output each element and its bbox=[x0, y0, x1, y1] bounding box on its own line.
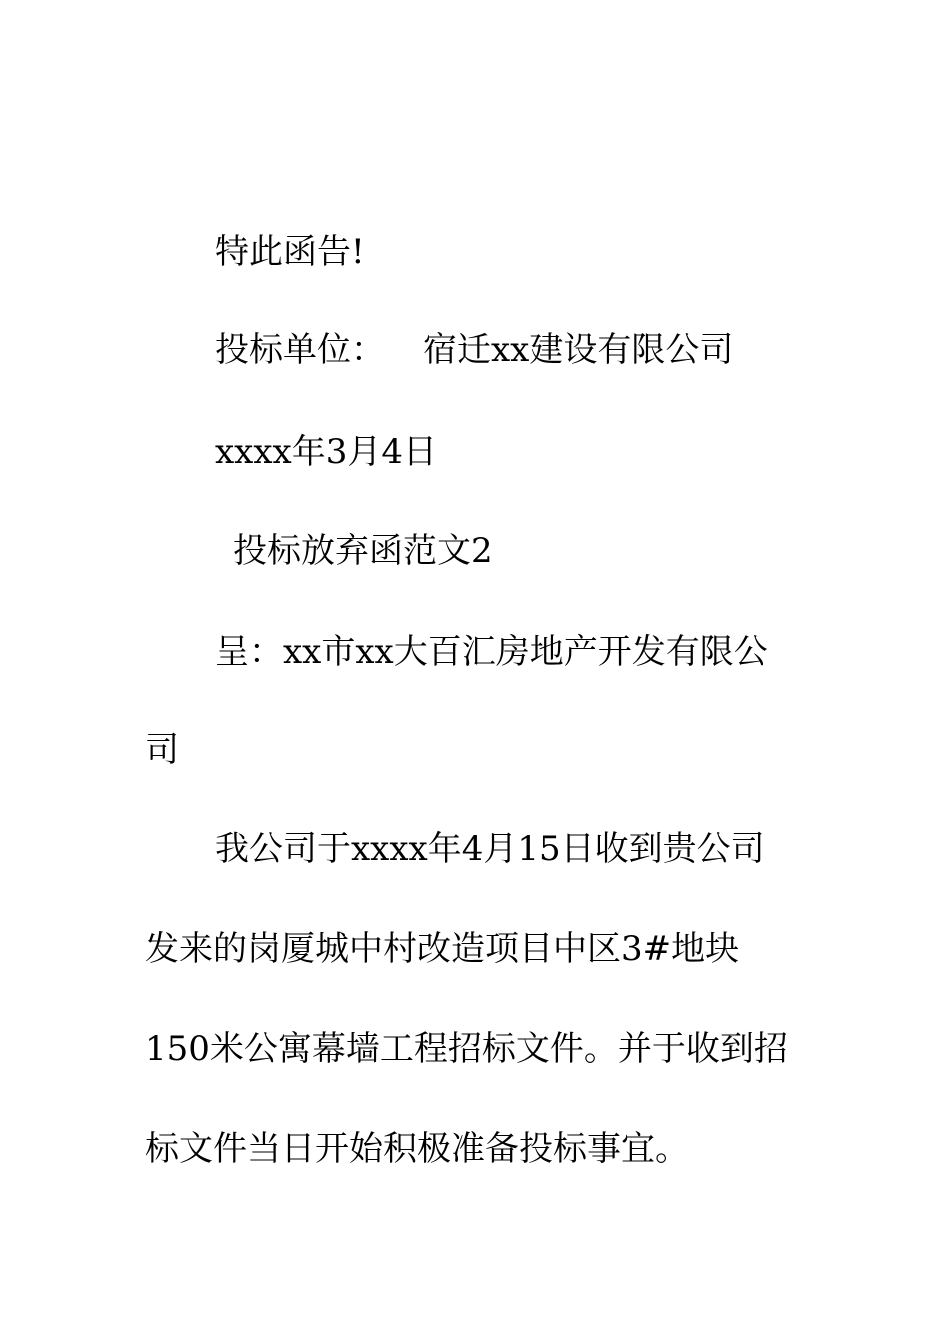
closing-text: 特此函告! bbox=[215, 232, 365, 272]
section-title: 投标放弃函范文2 bbox=[233, 531, 493, 571]
date-text: xxxx年3月4日 bbox=[215, 432, 437, 472]
body-line-1: 我公司于xxxx年4月15日收到贵公司 bbox=[215, 829, 765, 869]
bidder-label: 投标单位： bbox=[215, 330, 385, 370]
body-line-4: 标文件当日开始积极准备投标事宜。 bbox=[145, 1129, 689, 1169]
body-line-3: 150米公寓幕墙工程招标文件。并于收到招 bbox=[145, 1029, 788, 1069]
bidder-name: 宿迁xx建设有限公司 bbox=[423, 330, 734, 370]
addressee-line-2: 司 bbox=[145, 730, 179, 770]
body-line-2: 发来的岗厦城中村改造项目中区3#地块 bbox=[145, 929, 740, 969]
addressee-line-1: 呈：xx市xx大百汇房地产开发有限公 bbox=[215, 632, 768, 672]
bidder-line bbox=[215, 330, 733, 370]
